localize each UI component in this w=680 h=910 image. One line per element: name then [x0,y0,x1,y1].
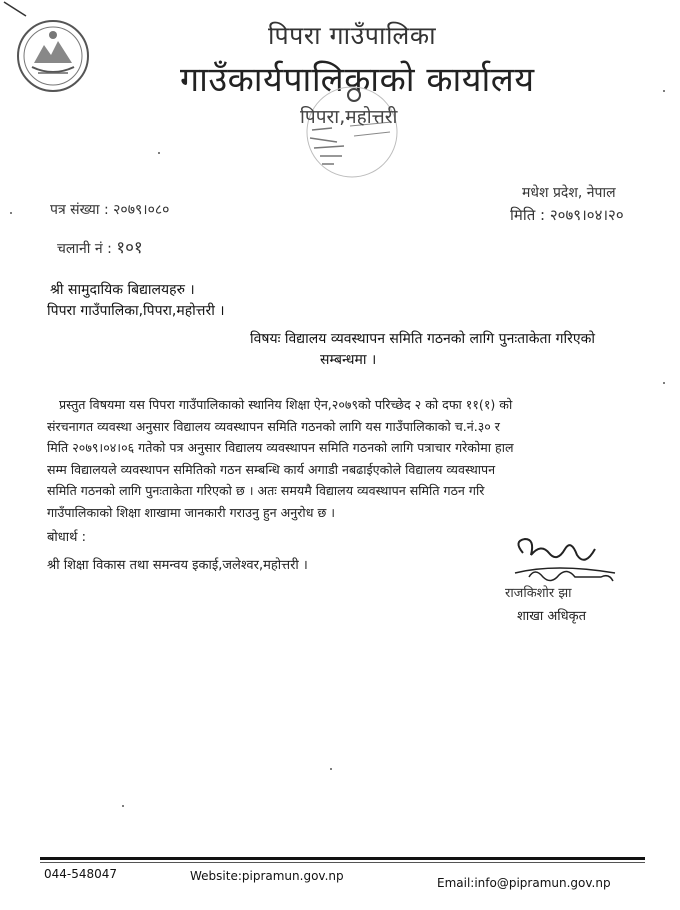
corner-mark-icon [2,0,32,20]
letter-number: पत्र संख्या : २०७९।०८० [50,202,170,218]
scan-speck [663,90,665,92]
stamp-text: पिपरा,महोत्तरी [300,106,398,128]
footer-email: Email:info@pipramun.gov.np [437,876,611,890]
subject-line-2: सम्बन्धमा । [320,352,377,368]
cc-recipient: श्री शिक्षा विकास तथा समन्वय इकाई,जलेश्वर,महोत्तरी । [47,558,308,573]
footer-website: Website:pipramun.gov.np [190,869,344,883]
letter-date: मिति : २०७९।०४।२० [510,206,624,224]
signatory-name: राजकिशोर झा [505,586,572,601]
scan-speck [330,768,332,770]
province-address: मधेश प्रदेश, नेपाल [522,185,616,201]
office-stamp-icon [292,82,412,182]
scan-speck [10,212,12,214]
body-line: गाउँपालिकाको शिक्षा शाखामा जानकारी गराउनु हुन अनुरोध छ । [47,504,336,520]
recipient-line-1: श्री सामुदायिक बिद्यालयहरु । [50,282,195,298]
body-line: प्रस्तुत विषयमा यस पिपरा गाउँपालिकाको स्थानिय शिक्षा ऐन,२०७९को परिच्छेद २ को दफा ११(१) को [59,397,513,412]
municipality-name: पिपरा गाउँपालिका [268,21,437,50]
municipality-emblem-icon [14,17,92,95]
scan-speck [158,152,160,154]
body-line: संरचनागत व्यवस्था अनुसार विद्यालय व्यवस्थापन समिति गठनको लागि यस गाउँपालिकाको च.नं.३० र [47,418,500,434]
footer-divider [40,857,645,860]
recipient-line-2: पिपरा गाउँपालिका,पिपरा,महोत्तरी । [47,303,225,319]
dispatch-label: चलानी नं : [57,241,112,257]
scan-speck [663,382,665,384]
body-line: समिति गठनको लागि पुनःताकेता गरिएको छ । अतः समयमै विद्यालय व्यवस्थापन समिति गठन गरि [47,483,485,498]
body-line: सम्म विद्यालयले व्यवस्थापन समितिको गठन सम्बन्धि कार्य अगाडी नबढाईएकोले विद्यालय व्यवस्थापन [47,461,496,477]
signatory-title: शाखा अधिकृत [517,609,587,624]
dispatch-number [57,235,143,258]
cc-label: बोधार्थ : [47,530,86,545]
scan-speck [122,805,124,807]
footer-divider-thin [40,862,645,863]
body-line: मिति २०७९।०४।०६ गतेको पत्र अनुसार विद्यालय व्यवस्थापन समिति गठनको लागि पत्राचार गरेकोमा हाल [47,440,514,455]
office-title: गाउँकार्यपालिकाको कार्यालय [180,60,535,100]
dispatch-value: १०१ [116,238,143,258]
subject-line-1: विषयः विद्यालय व्यवस्थापन समिति गठनको लागि पुनःताकेता गरिएको [250,331,595,347]
footer-phone: 044-548047 [44,867,118,881]
letter-body [47,394,667,523]
